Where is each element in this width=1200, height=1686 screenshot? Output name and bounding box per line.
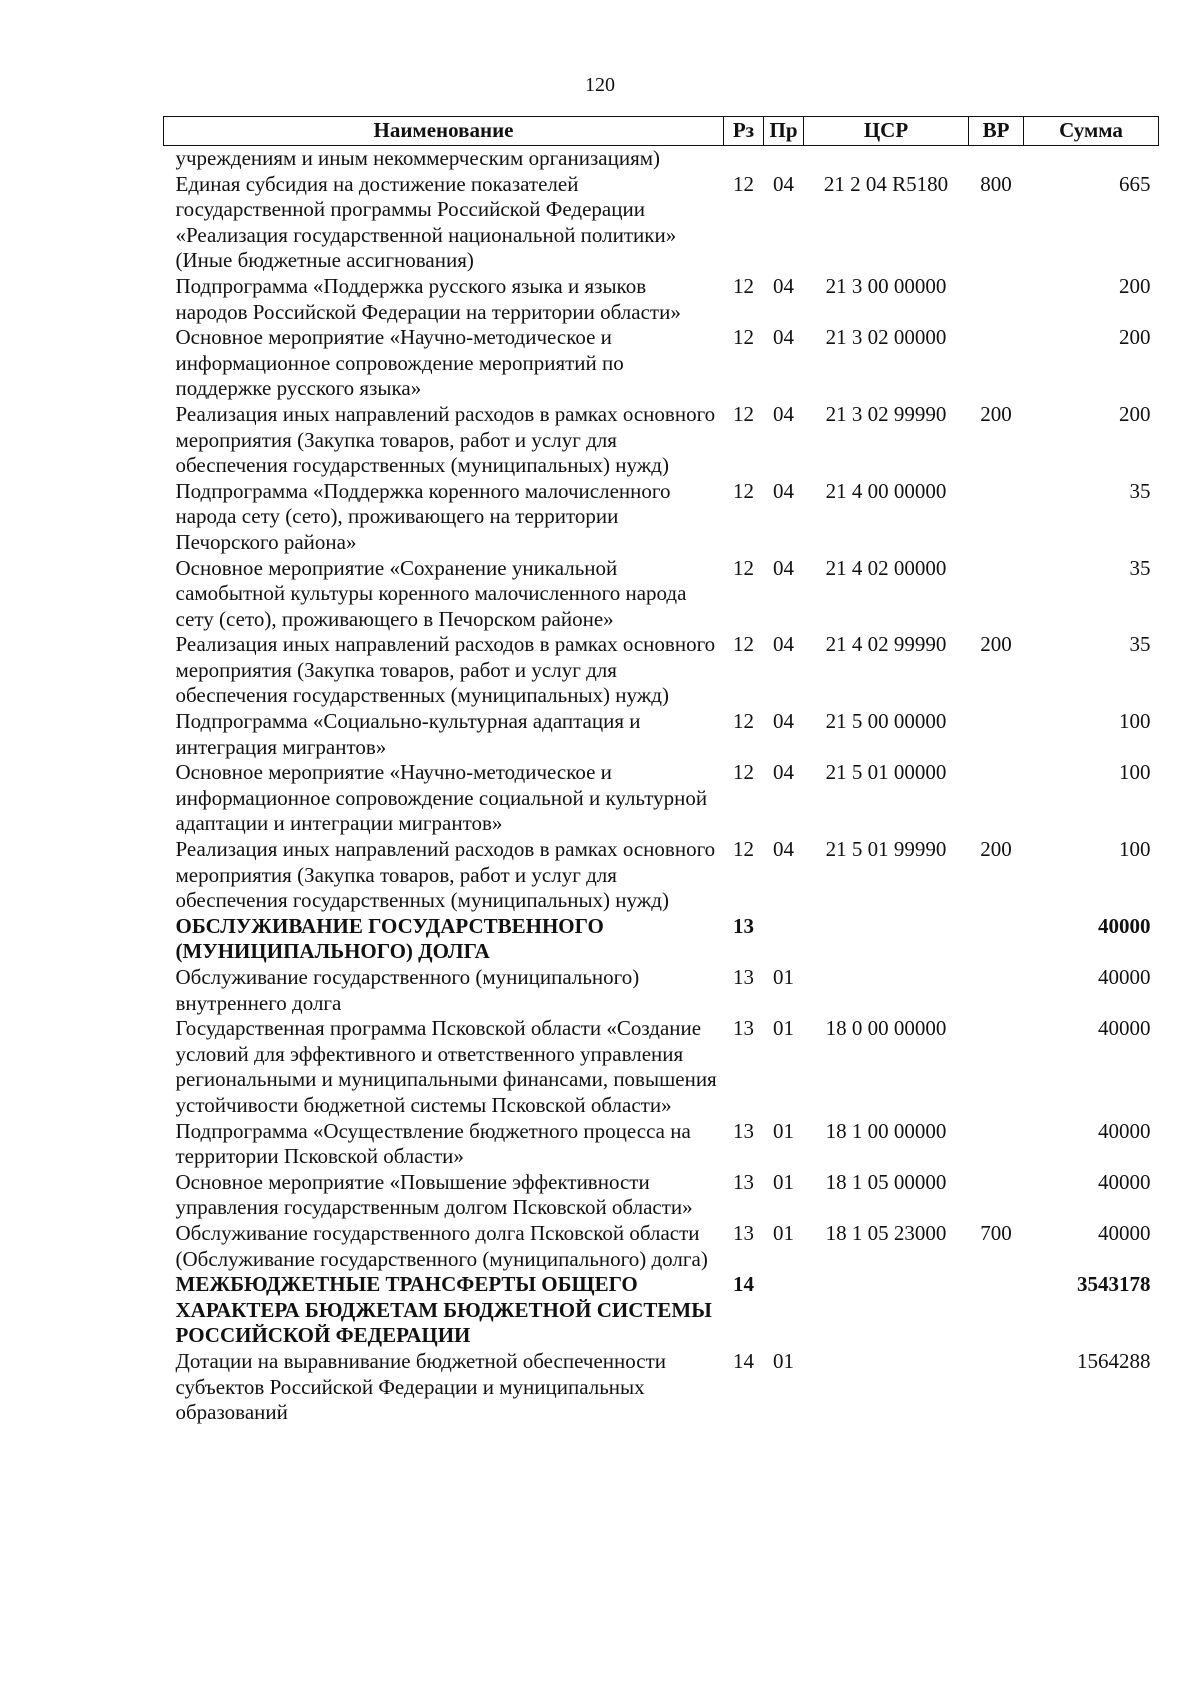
cell-sum: 200 xyxy=(1119,401,1151,426)
cell-pr: 04 xyxy=(773,401,794,426)
cell-rz: 12 xyxy=(733,273,754,298)
cell-vr xyxy=(969,556,1024,633)
cell-sum: 35 xyxy=(1129,632,1151,657)
cell-pr: 01 xyxy=(773,1016,794,1041)
header-name: Наименование xyxy=(164,117,724,146)
cell-csr: 21 4 00 00000 xyxy=(825,478,947,503)
cell-name: Реализация иных направлений расходов в рамках основного мероприятия (Закупка товаров, работ и услуг для обеспечения государственных (муниципальных) нужд) xyxy=(175,401,716,478)
table-row xyxy=(164,965,1159,1016)
cell-rz: 12 xyxy=(733,632,754,657)
cell-rz: 14 xyxy=(733,1348,754,1373)
cell-csr xyxy=(804,965,969,1016)
cell-vr xyxy=(969,914,1024,965)
cell-vr xyxy=(969,965,1024,1016)
cell-sum: 40000 xyxy=(1098,1220,1151,1245)
table-row xyxy=(164,146,1159,172)
cell-rz: 12 xyxy=(733,760,754,785)
cell-pr: 04 xyxy=(773,709,794,734)
budget-table-container xyxy=(163,116,1158,1426)
cell-sum: 40000 xyxy=(1098,1118,1151,1143)
table-row xyxy=(164,709,1159,760)
table-row xyxy=(164,1349,1159,1426)
cell-csr: 18 1 05 00000 xyxy=(825,1169,947,1194)
cell-csr xyxy=(804,1272,969,1349)
cell-csr: 21 2 04 R5180 xyxy=(823,171,949,196)
cell-csr: 21 5 00 00000 xyxy=(825,709,947,734)
cell-pr: 04 xyxy=(773,273,794,298)
cell-rz xyxy=(724,146,764,172)
page-number: 120 xyxy=(585,74,615,96)
cell-vr xyxy=(969,274,1024,325)
cell-rz: 12 xyxy=(733,401,754,426)
cell-pr: 01 xyxy=(773,965,794,989)
cell-name: Единая субсидия на достижение показателей государственной программы Российской Федерации «Реализация государственной национальной политики» (Иные бюджетные ассигнования) xyxy=(175,171,677,273)
cell-name: Дотации на выравнивание бюджетной обеспеченности субъектов Российской Федерации и муниципальных образований xyxy=(175,1348,666,1425)
cell-csr xyxy=(804,146,969,172)
budget-table xyxy=(163,116,1159,1426)
cell-name: Реализация иных направлений расходов в рамках основного мероприятия (Закупка товаров, работ и услуг для обеспечения государственных (муниципальных) нужд) xyxy=(175,837,716,913)
cell-vr: 800 xyxy=(980,171,1012,196)
table-row xyxy=(164,274,1159,325)
cell-sum: 200 xyxy=(1119,273,1151,298)
cell-pr: 04 xyxy=(773,555,794,580)
cell-rz: 13 xyxy=(733,1169,754,1194)
table-row xyxy=(164,1272,1159,1349)
table-row xyxy=(164,556,1159,633)
cell-vr xyxy=(969,146,1024,172)
cell-sum: 40000 xyxy=(1098,1169,1151,1194)
cell-rz: 13 xyxy=(733,1220,754,1245)
cell-vr: 200 xyxy=(980,837,1012,862)
cell-sum xyxy=(1024,146,1159,172)
table-row xyxy=(164,632,1159,709)
table-row xyxy=(164,1016,1159,1118)
cell-csr: 21 3 00 00000 xyxy=(825,273,947,298)
table-row xyxy=(164,172,1159,274)
cell-vr xyxy=(969,479,1024,556)
table-row xyxy=(164,1221,1159,1272)
cell-rz: 13 xyxy=(733,965,754,989)
cell-csr: 18 1 00 00000 xyxy=(825,1118,947,1143)
cell-name: учреждениям и иным некоммерческим организациям) xyxy=(175,146,661,170)
table-row xyxy=(164,760,1159,837)
cell-pr: 01 xyxy=(773,1118,794,1143)
cell-name: Подпрограмма «Осуществление бюджетного процесса на территории Псковской области» xyxy=(175,1118,691,1169)
cell-csr: 21 3 02 00000 xyxy=(825,325,947,350)
cell-name: МЕЖБЮДЖЕТНЫЕ ТРАНСФЕРТЫ ОБЩЕГО ХАРАКТЕРА БЮДЖЕТАМ БЮДЖЕТНОЙ СИСТЕМЫ РОССИЙСКОЙ ФЕДЕРАЦИИ xyxy=(175,1272,712,1348)
cell-sum: 40000 xyxy=(1098,965,1151,989)
table-row xyxy=(164,914,1159,965)
cell-rz: 13 xyxy=(733,1118,754,1143)
cell-name: Основное мероприятие «Научно-методическое и информационное сопровождение социальной и культурной адаптации и интеграции мигрантов» xyxy=(175,760,708,836)
cell-sum: 100 xyxy=(1119,837,1151,862)
cell-name: Обслуживание государственного (муниципального) внутреннего долга xyxy=(175,965,640,1015)
cell-pr xyxy=(764,1272,804,1349)
cell-csr: 21 3 02 99990 xyxy=(825,401,947,426)
table-row xyxy=(164,402,1159,479)
cell-vr xyxy=(969,1272,1024,1349)
cell-name: ОБСЛУЖИВАНИЕ ГОСУДАРСТВЕННОГО (МУНИЦИПАЛЬНОГО) ДОЛГА xyxy=(175,913,604,964)
cell-name: Основное мероприятие «Сохранение уникальной самобытной культуры коренного малочисленного народа сету (сето), проживающего в Печорском районе» xyxy=(175,555,687,631)
cell-sum: 35 xyxy=(1129,478,1151,503)
cell-rz: 12 xyxy=(733,325,754,350)
header-row xyxy=(164,117,1159,146)
cell-rz: 12 xyxy=(733,478,754,503)
cell-csr: 21 5 01 00000 xyxy=(825,760,947,785)
cell-csr: 18 1 05 23000 xyxy=(825,1220,947,1245)
cell-vr: 700 xyxy=(980,1220,1012,1245)
cell-pr: 01 xyxy=(773,1348,794,1373)
cell-rz: 14 xyxy=(733,1272,754,1297)
cell-sum: 40000 xyxy=(1098,1016,1151,1041)
cell-name: Обслуживание государственного долга Псковской области (Обслуживание государственного (муниципального) долга) xyxy=(175,1220,708,1271)
cell-vr: 200 xyxy=(980,401,1012,426)
table-row xyxy=(164,1170,1159,1221)
cell-sum: 665 xyxy=(1119,171,1151,196)
header-vr: ВР xyxy=(969,117,1024,146)
cell-rz: 13 xyxy=(733,913,754,938)
cell-pr: 04 xyxy=(773,325,794,350)
table-row xyxy=(164,479,1159,556)
cell-sum: 3543178 xyxy=(1077,1272,1151,1297)
cell-sum: 35 xyxy=(1129,555,1151,580)
cell-csr: 21 4 02 00000 xyxy=(825,555,947,580)
cell-vr xyxy=(969,1119,1024,1170)
cell-pr: 04 xyxy=(773,760,794,785)
cell-csr: 18 0 00 00000 xyxy=(825,1016,947,1041)
cell-pr: 04 xyxy=(773,632,794,657)
cell-csr xyxy=(804,914,969,965)
header-csr: ЦСР xyxy=(804,117,969,146)
cell-name: Подпрограмма «Поддержка коренного малочисленного народа сету (сето), проживающего на территории Печорского района» xyxy=(175,478,671,554)
cell-csr xyxy=(804,1349,969,1426)
cell-name: Подпрограмма «Поддержка русского языка и языков народов Российской Федерации на территории области» xyxy=(175,273,681,324)
cell-vr xyxy=(969,709,1024,760)
cell-pr xyxy=(764,914,804,965)
cell-vr: 200 xyxy=(980,632,1012,657)
cell-vr xyxy=(969,325,1024,402)
header-sum: Сумма xyxy=(1024,117,1159,146)
header-rz: Рз xyxy=(724,117,764,146)
cell-csr: 21 5 01 99990 xyxy=(825,837,947,862)
cell-sum: 100 xyxy=(1119,760,1151,785)
table-row xyxy=(164,837,1159,914)
cell-pr: 04 xyxy=(773,171,794,196)
cell-rz: 12 xyxy=(733,171,754,196)
table-body xyxy=(164,146,1159,1426)
cell-rz: 12 xyxy=(733,709,754,734)
cell-sum: 100 xyxy=(1119,709,1151,734)
cell-rz: 13 xyxy=(733,1016,754,1041)
cell-rz: 12 xyxy=(733,837,754,862)
cell-sum: 1564288 xyxy=(1077,1348,1151,1373)
cell-vr xyxy=(969,1170,1024,1221)
cell-vr xyxy=(969,760,1024,837)
cell-pr xyxy=(764,146,804,172)
table-row xyxy=(164,325,1159,402)
cell-pr: 04 xyxy=(773,837,794,862)
table-header xyxy=(164,117,1159,146)
cell-name: Реализация иных направлений расходов в рамках основного мероприятия (Закупка товаров, работ и услуг для обеспечения государственных (муниципальных) нужд) xyxy=(175,632,716,708)
cell-sum: 200 xyxy=(1119,325,1151,350)
cell-rz: 12 xyxy=(733,555,754,580)
cell-name: Подпрограмма «Социально-культурная адаптация и интеграция мигрантов» xyxy=(175,709,641,759)
cell-vr xyxy=(969,1016,1024,1118)
cell-name: Государственная программа Псковской области «Создание условий для эффективного и ответственного управления региональными и муниципальными финансами, повышения устойчивости бюджетной системы Псковской области» xyxy=(175,1016,717,1117)
table-row xyxy=(164,1119,1159,1170)
cell-name: Основное мероприятие «Научно-методическое и информационное сопровождение мероприятий по поддержке русского языка» xyxy=(175,325,624,401)
cell-pr: 04 xyxy=(773,478,794,503)
cell-pr: 01 xyxy=(773,1220,794,1245)
cell-name: Основное мероприятие «Повышение эффективности управления государственным долгом Псковской области» xyxy=(175,1169,693,1220)
cell-sum: 40000 xyxy=(1098,913,1151,938)
header-pr: Пр xyxy=(764,117,804,146)
cell-vr xyxy=(969,1349,1024,1426)
cell-pr: 01 xyxy=(773,1169,794,1194)
cell-csr: 21 4 02 99990 xyxy=(825,632,947,657)
